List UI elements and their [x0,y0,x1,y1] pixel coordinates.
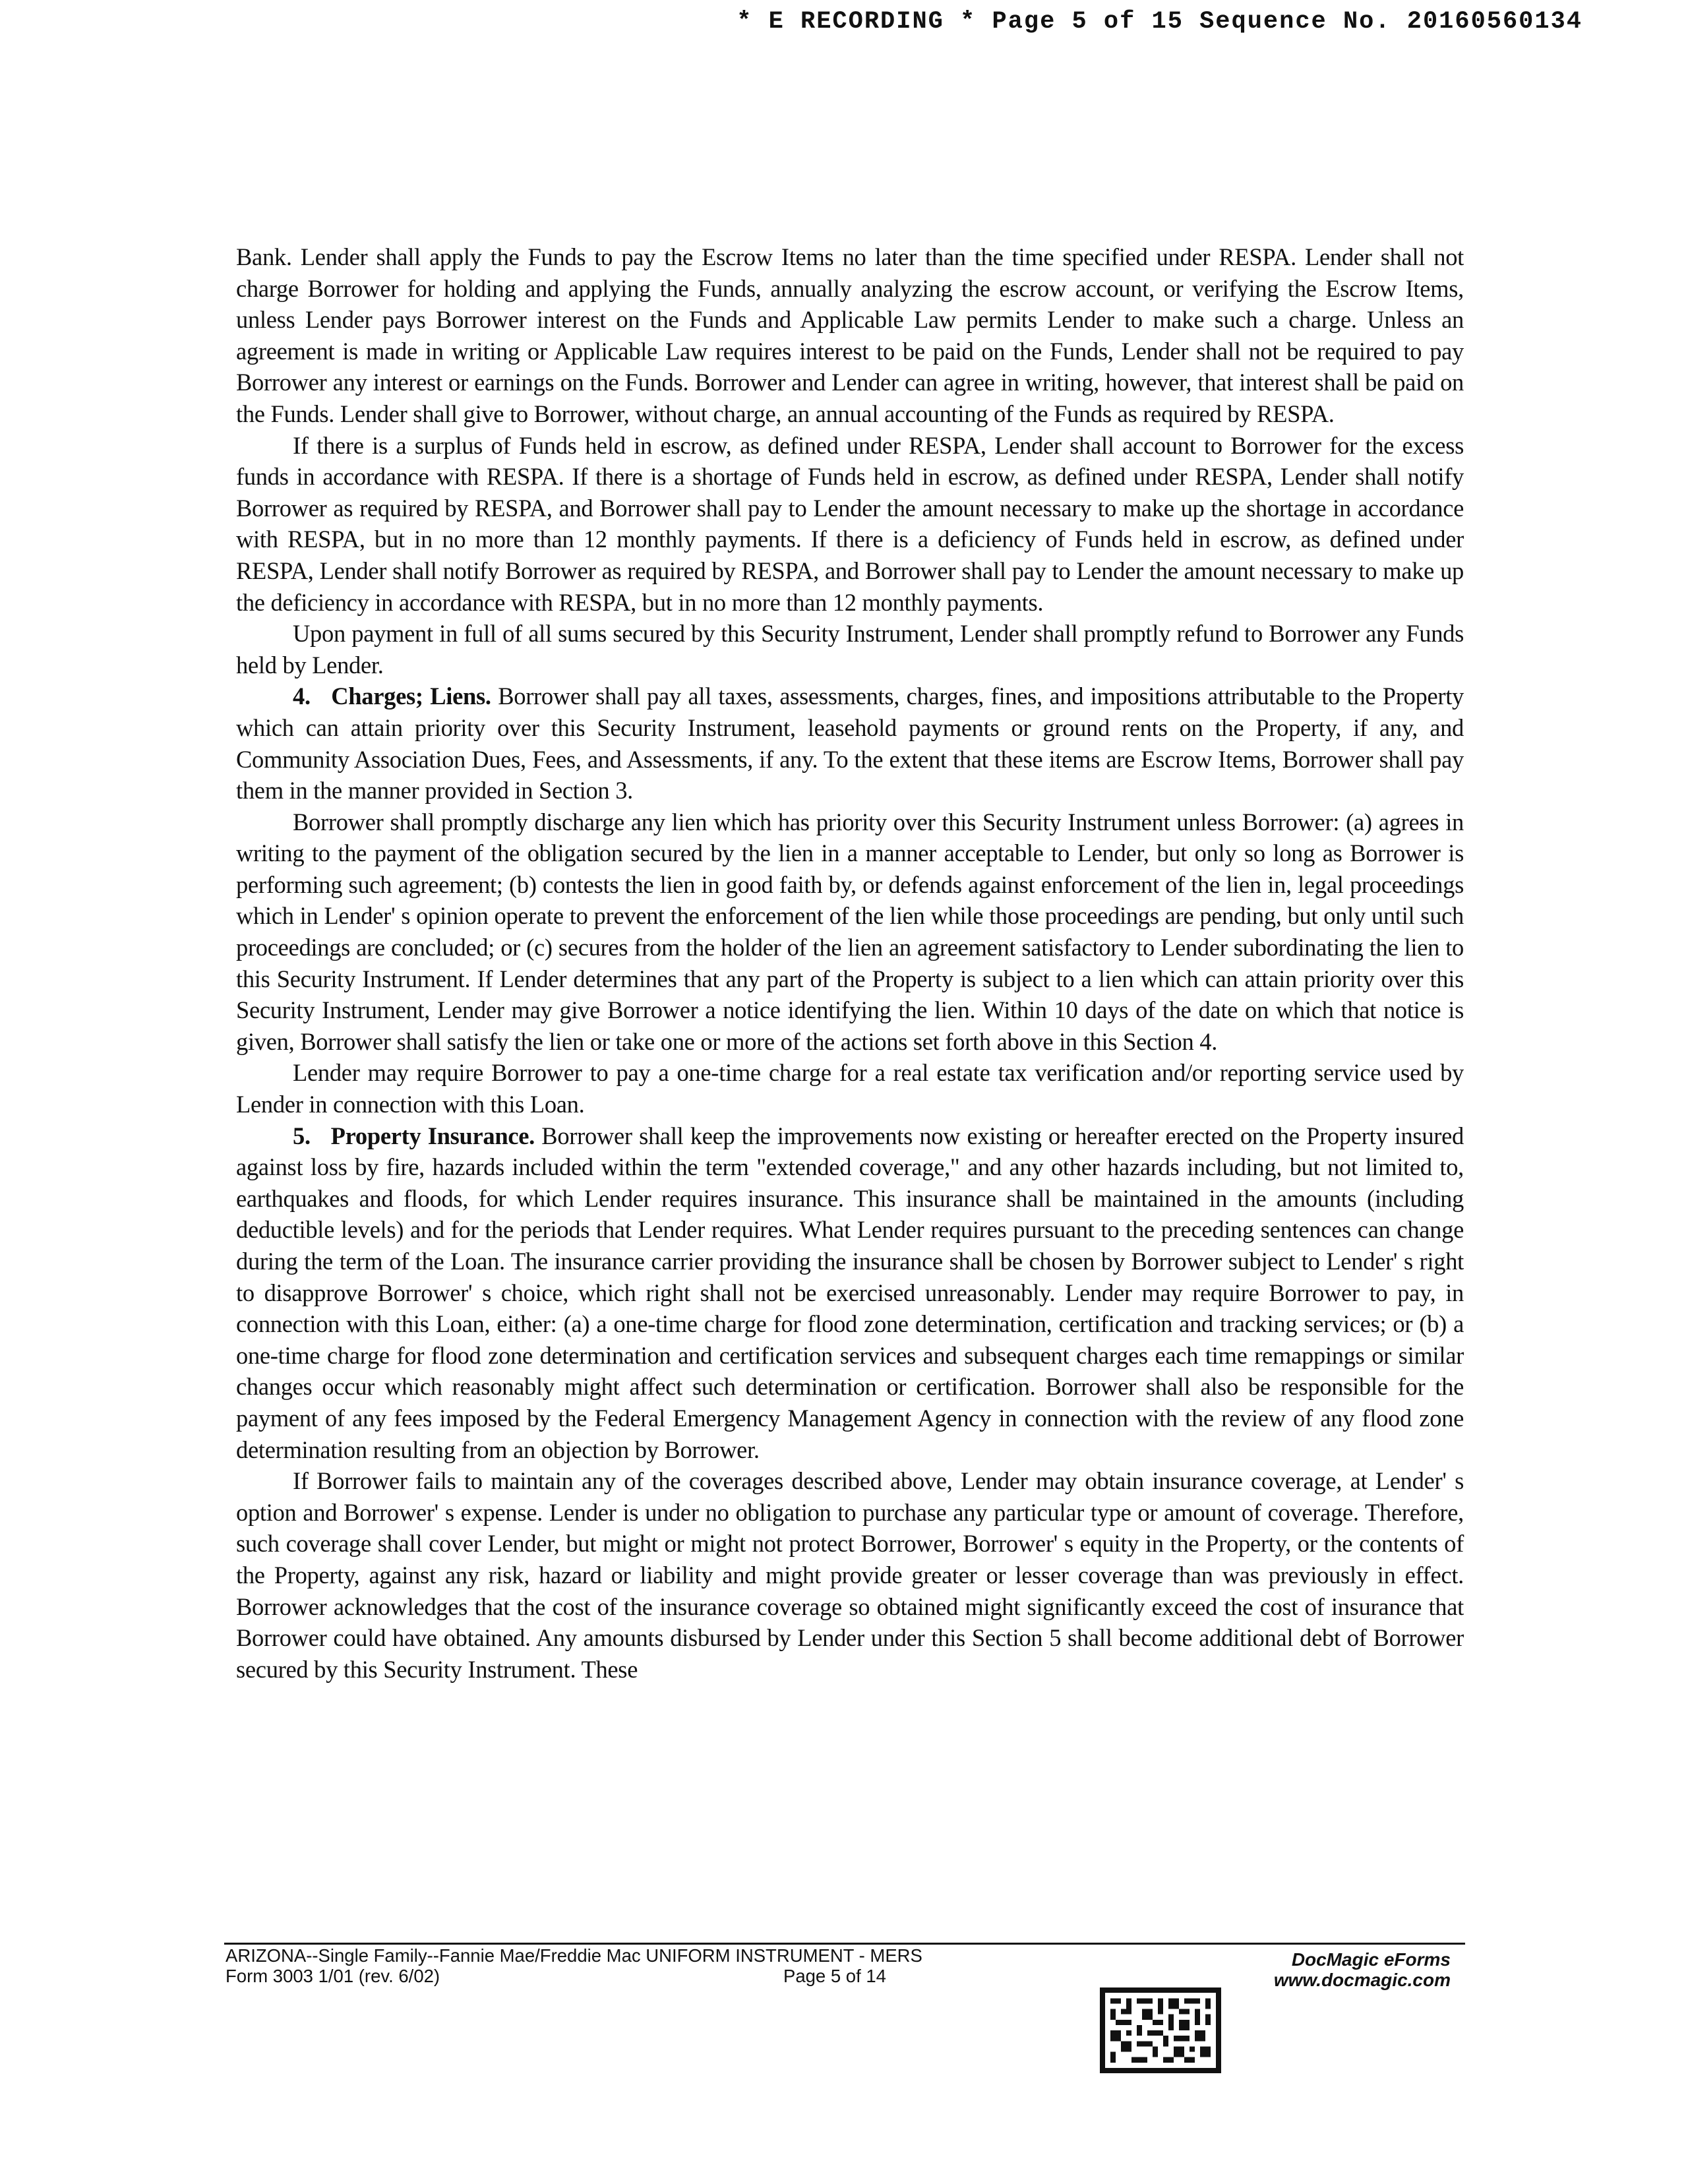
recording-header: * E RECORDING * Page 5 of 15 Sequence No. 20160560134 [737,8,1582,36]
docmagic-logo: DocMagic eForms [1291,1949,1451,1970]
section-4-title: 4. Charges; Liens. [293,682,491,710]
section-4-text: Borrower shall pay all taxes, assessments, charges, fines, and impositions attributable to the Property which can attain priority over this Security Instrument, leasehold payments or ground rents on the Property, if any, and Community Association Dues, Fees, and Assessments, if any. To the extent that these items are Escrow Items, Borrower shall pay them in the manner provided in Section 3. [236,682,1464,804]
section-5-property-insurance [236,1120,1464,1466]
paragraph-lien-discharge: Borrower shall promptly discharge any lien which has priority over this Security Instrument unless Borrower: (a) agrees in writing to the payment of the obligation secured by the lien in a manner acceptable to Lender, but only so long as Borrower is performing such agreement; (b) contests the lien in good faith by, or defends against enforcement of the lien in, legal proceedings which in Lender' s opinion operate to prevent the enforcement of the lien while those proceedings are pending, but only until such proceedings are concluded; or (c) secures from the holder of the lien an agreement satisfactory to Lender subordinating the lien to this Security Instrument. If Lender determines that any part of the Property is subject to a lien which can attain priority over this Security Instrument, Lender may give Borrower a notice identifying the lien. Within 10 days of the date on which that notice is given, Borrower shall satisfy the lien or take one or more of the actions set forth above in this Section 4. [236,808,1464,1055]
barcode-icon [1100,1987,1221,2073]
section-4-charges-liens [236,681,1464,806]
paragraph-escrow-surplus: If there is a surplus of Funds held in escrow, as defined under RESPA, Lender shall account to Borrower for the excess funds in accordance with RESPA. If there is a shortage of Funds held in escrow, as defined under RESPA, Lender shall notify Borrower as required by RESPA, and Borrower shall pay to Lender the amount necessary to make up the shortage in accordance with RESPA, but in no more than 12 monthly payments. If there is a deficiency of Funds held in escrow, as defined under RESPA, Lender shall notify Borrower as required by RESPA, and Borrower shall pay to Lender the amount necessary to make up the deficiency in accordance with RESPA, but in no more than 12 monthly payments. [236,431,1464,616]
document-body [236,241,1464,1685]
docmagic-website: www.docmagic.com [1273,1970,1451,1990]
paragraph-coverage-failure: If Borrower fails to maintain any of the coverages described above, Lender may obtain insurance coverage, at Lender' s option and Borrower' s expense. Lender is under no obligation to purchase any particular type or amount of coverage. Therefore, such coverage shall cover Lender, but might or might not protect Borrower, Borrower' s equity in the Property, or the contents of the Property, against any risk, hazard or liability and might provide greater or lesser coverage than was previously in effect. Borrower acknowledges that the cost of the insurance coverage so obtained might significantly exceed the cost of insurance that Borrower could have obtained. Any amounts disbursed by Lender under this Section 5 shall become additional debt of Borrower secured by this Security Instrument. These [236,1467,1464,1683]
footer-brand [1240,1949,1451,1990]
section-5-title: 5. Property Insurance. [293,1122,535,1149]
section-5-text: Borrower shall keep the improvements now existing or hereafter erected on the Property insured against loss by fire, hazards included within the term "extended coverage," and any other hazards including, but not limited to, earthquakes and floods, for which Lender requires insurance. This insurance shall be maintained in the amounts (including deductible levels) and for the periods that Lender requires. What Lender requires pursuant to the preceding sentences can change during the term of the Loan. The insurance carrier providing the insurance shall be chosen by Borrower subject to Lender' s right to disapprove Borrower' s choice, which right shall not be exercised unreasonably. Lender may require Borrower to pay, in connection with this Loan, either: (a) a one-time charge for flood zone determination, certification and tracking services; or (b) a one-time charge for flood zone determination and certification services and subsequent charges each time remappings or similar changes occur which reasonably might affect such determination or certification. Borrower shall also be responsible for the payment of any fees imposed by the Federal Emergency Management Agency in connection with the review of any flood zone determination resulting from an objection by Borrower. [236,1122,1464,1463]
footer-page-number: Page 5 of 14 [783,1966,886,1986]
paragraph-escrow-refund: Upon payment in full of all sums secured by this Security Instrument, Lender shall promptly refund to Borrower any Funds held by Lender. [236,620,1464,679]
paragraph-escrow-continuation: Bank. Lender shall apply the Funds to pay the Escrow Items no later than the time specified under RESPA. Lender shall not charge Borrower for holding and applying the Funds, annually analyzing the escrow account, or verifying the Escrow Items, unless Lender pays Borrower interest on the Funds and Applicable Law permits Lender to make such a charge. Unless an agreement is made in writing or Applicable Law requires interest to be paid on the Funds, Lender shall not be required to pay Borrower any interest or earnings on the Funds. Borrower and Lender can agree in writing, however, that interest shall be paid on the Funds. Lender shall give to Borrower, without charge, an annual accounting of the Funds as required by RESPA. [236,243,1464,427]
footer-form-number: Form 3003 1/01 (rev. 6/02) [226,1966,440,1986]
paragraph-tax-verification: Lender may require Borrower to pay a one-time charge for a real estate tax verification and/or reporting service used by Lender in connection with this Loan. [236,1059,1464,1118]
footer-form-title: ARIZONA--Single Family--Fannie Mae/Freddie Mac UNIFORM INSTRUMENT - MERS [226,1945,922,1966]
footer-divider [224,1943,1465,1945]
